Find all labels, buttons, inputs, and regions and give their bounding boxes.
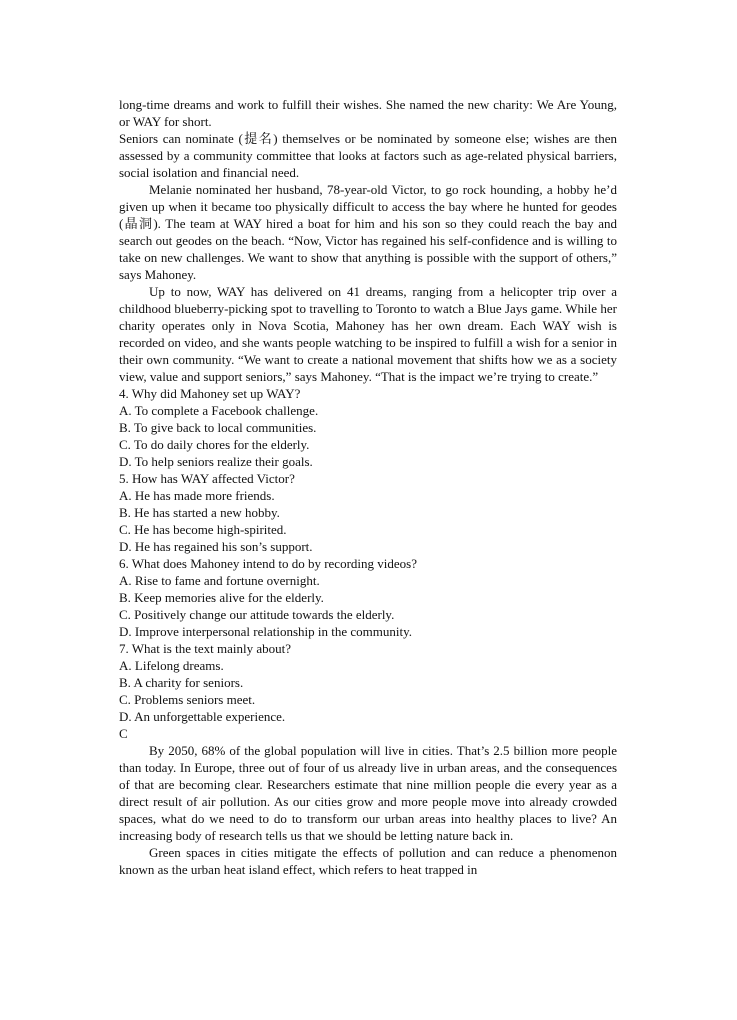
passage-b (119, 96, 617, 385)
answer-option: B. He has started a new hobby. (119, 505, 280, 520)
question-list (119, 385, 617, 725)
question-stem: 6. What does Mahoney intend to do by recording videos? (119, 556, 417, 571)
answer-option: B. A charity for seniors. (119, 675, 244, 690)
answer-option: D. An unforgettable experience. (119, 709, 286, 724)
answer-option: C. To do daily chores for the elderly. (119, 437, 310, 452)
answer-option: C. Positively change our attitude towards the elderly. (119, 607, 395, 622)
paragraph: Up to now, WAY has delivered on 41 dreams, ranging from a helicopter trip over a childhood blueberry-picking spot to travelling to Toronto to watch a Blue Jays game. While her charity operates only in Nova Scotia, Mahoney has her own dream. Each WAY wish is recorded on video, and she wants people watching to be inspired to fulfill a wish for a senior in their own community. “We want to create a national movement that shifts how we as a society view, value and support seniors,” says Mahoney. “That is the impact we’re trying to create.” (119, 284, 617, 384)
answer-option: A. Rise to fame and fortune overnight. (119, 573, 320, 588)
paragraph: Green spaces in cities mitigate the effects of pollution and can reduce a phenomenon known as the urban heat island effect, which refers to heat trapped in (119, 845, 617, 877)
answer-option: C. He has become high-spirited. (119, 522, 287, 537)
document-page (119, 96, 617, 878)
answer-option: A. To complete a Facebook challenge. (119, 403, 319, 418)
section-c-label: C (119, 726, 128, 741)
question-stem: 7. What is the text mainly about? (119, 641, 291, 656)
answer-option: D. He has regained his son’s support. (119, 539, 313, 554)
paragraph: Melanie nominated her husband, 78-year-old Victor, to go rock hounding, a hobby he’d given up when it became too physically difficult to access the bay where he hunted for geodes (晶洞). The team at WAY hired a boat for him and his son so they could reach the bay and search out geodes on the beach. “Now, Victor has regained his self-confidence and is willing to take on new challenges. We want to show that anything is possible with the support of others,” says Mahoney. (119, 182, 617, 282)
answer-option: C. Problems seniors meet. (119, 692, 256, 707)
answer-option: B. Keep memories alive for the elderly. (119, 590, 324, 605)
answer-option: B. To give back to local communities. (119, 420, 317, 435)
answer-option: D. To help seniors realize their goals. (119, 454, 313, 469)
paragraph: By 2050, 68% of the global population will live in cities. That’s 2.5 billion more people than today. In Europe, three out of four of us already live in urban areas, and the consequences of that are becoming clear. Researchers estimate that nine million people die every year as a direct result of air pollution. As our cities grow and more people move into already crowded spaces, what do we need to do to transform our urban areas into healthy places to live? An increasing body of research tells us that we should be letting nature back in. (119, 743, 617, 843)
question-stem: 4. Why did Mahoney set up WAY? (119, 386, 301, 401)
answer-option: A. Lifelong dreams. (119, 658, 224, 673)
question-stem: 5. How has WAY affected Victor? (119, 471, 295, 486)
paragraph: Seniors can nominate (提名) themselves or be nominated by someone else; wishes are then assessed by a community committee that looks at factors such as age-related physical barriers, social isolation and financial need. (119, 131, 617, 180)
paragraph: long-time dreams and work to fulfill their wishes. She named the new charity: We Are Young, or WAY for short. (119, 97, 617, 129)
answer-option: A. He has made more friends. (119, 488, 275, 503)
answer-option: D. Improve interpersonal relationship in the community. (119, 624, 413, 639)
passage-c (119, 742, 617, 878)
